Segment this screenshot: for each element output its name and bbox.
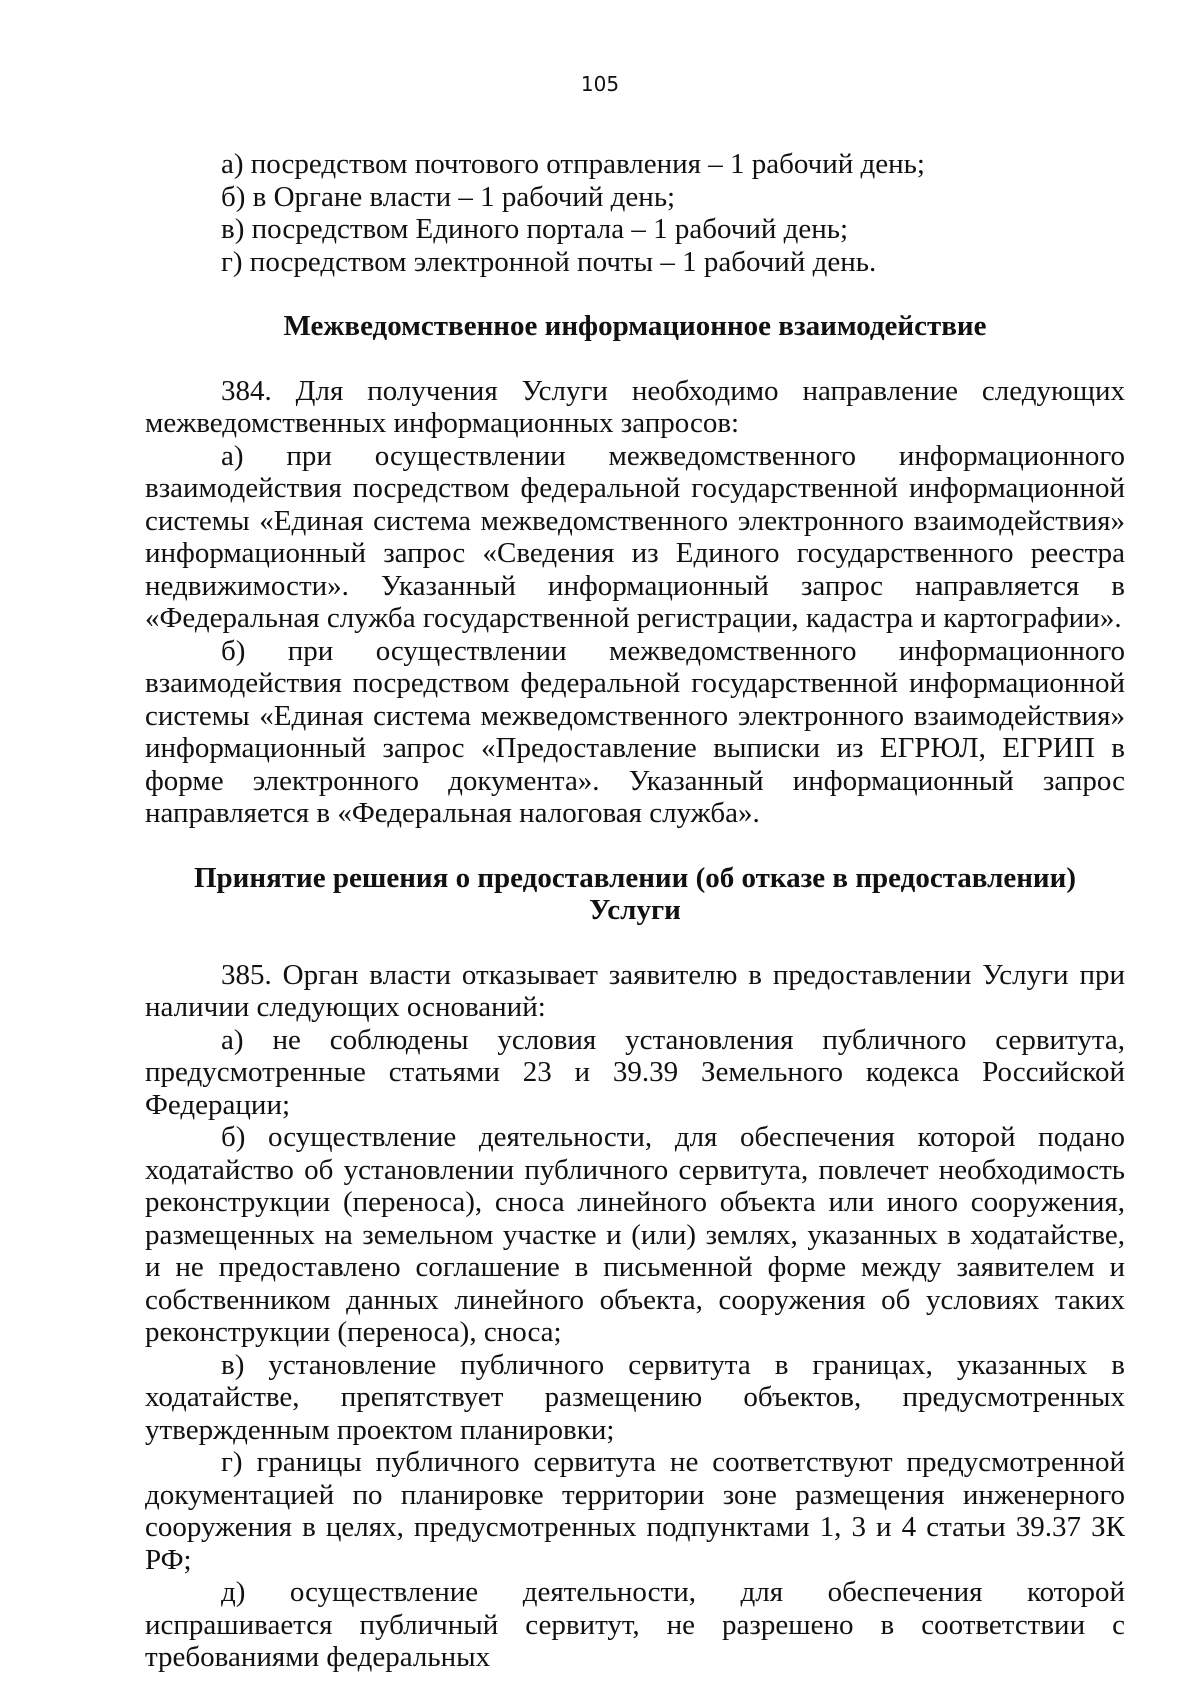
paragraph-385-a: а) не соблюдены условия установления публичного сервитута, предусмотренные статьями 23 и 39.39 Земельного кодекса Российской Федерации; <box>145 1023 1125 1121</box>
paragraph-384: 384. Для получения Услуги необходимо направление следующих межведомственных информационных запросов: <box>145 374 1125 439</box>
list-item-c: в) посредством Единого портала – 1 рабочий день; <box>221 213 849 245</box>
paragraph-384-a: а) при осуществлении межведомственного информационного взаимодействия посредством федеральной государственной информационной системы «Единая система межведомственного электронного взаимодействия» информационный запрос «Сведения из Единого государственного реестра недвижимости». Указанный информационный запрос направляется в «Федеральная служба государственной регистрации, кадастра и картографии». <box>145 439 1125 634</box>
paragraph-385-e: д) осуществление деятельности, для обеспечения которой испрашивается публичный сервитут, не разрешено в соответствии с требованиями федеральных <box>145 1576 1125 1673</box>
paragraph-385-b: б) осуществление деятельности, для обеспечения которой подано ходатайство об установлении публичного сервитута, повлечет необходимость реконструкции (переноса), сноса линейного объекта или иного сооружения, размещенных на земельном участке и (или) землях, указанных в ходатайстве, и не предоставлено соглашение в письменной форме между заявителем и собственником данных линейного объекта, сооружения об условиях таких реконструкции (переноса), сноса; <box>145 1121 1125 1348</box>
paragraph-385: 385. Орган власти отказывает заявителю в предоставлении Услуги при наличии следующих оснований: <box>145 958 1125 1023</box>
paragraph-384-b: б) при осуществлении межведомственного информационного взаимодействия посредством федеральной государственной информационной системы «Единая система межведомственного электронного взаимодействия» информационный запрос «Предоставление выписки из ЕГРЮЛ, ЕГРИП в форме электронного документа». Указанный информационный запрос направляется в «Федеральная налоговая служба». <box>145 634 1125 829</box>
list-item-d: г) посредством электронной почты – 1 рабочий день. <box>221 245 877 278</box>
paragraph-385-d: г) границы публичного сервитута не соответствуют предусмотренной документацией по планировке территории зоне размещения инженерного сооружения в целях, предусмотренных подпунктами 1, 3 и 4 статьи 39.37 ЗК РФ; <box>145 1446 1125 1576</box>
page-number: 105 <box>580 72 620 96</box>
list-item-a: а) посредством почтового отправления – 1 рабочий день; <box>221 148 925 180</box>
section-heading-interagency: Межведомственное информационное взаимодействие <box>283 310 987 342</box>
document-body <box>145 148 1125 1674</box>
list-item-b: б) в Органе власти – 1 рабочий день; <box>221 180 676 213</box>
section-heading-decision: Принятие решения о предоставлении (об отказе в предоставлении) Услуги <box>194 861 1076 926</box>
paragraph-385-c: в) установление публичного сервитута в границах, указанных в ходатайстве, препятствует размещению объектов, предусмотренных утвержденным проектом планировки; <box>145 1348 1125 1446</box>
